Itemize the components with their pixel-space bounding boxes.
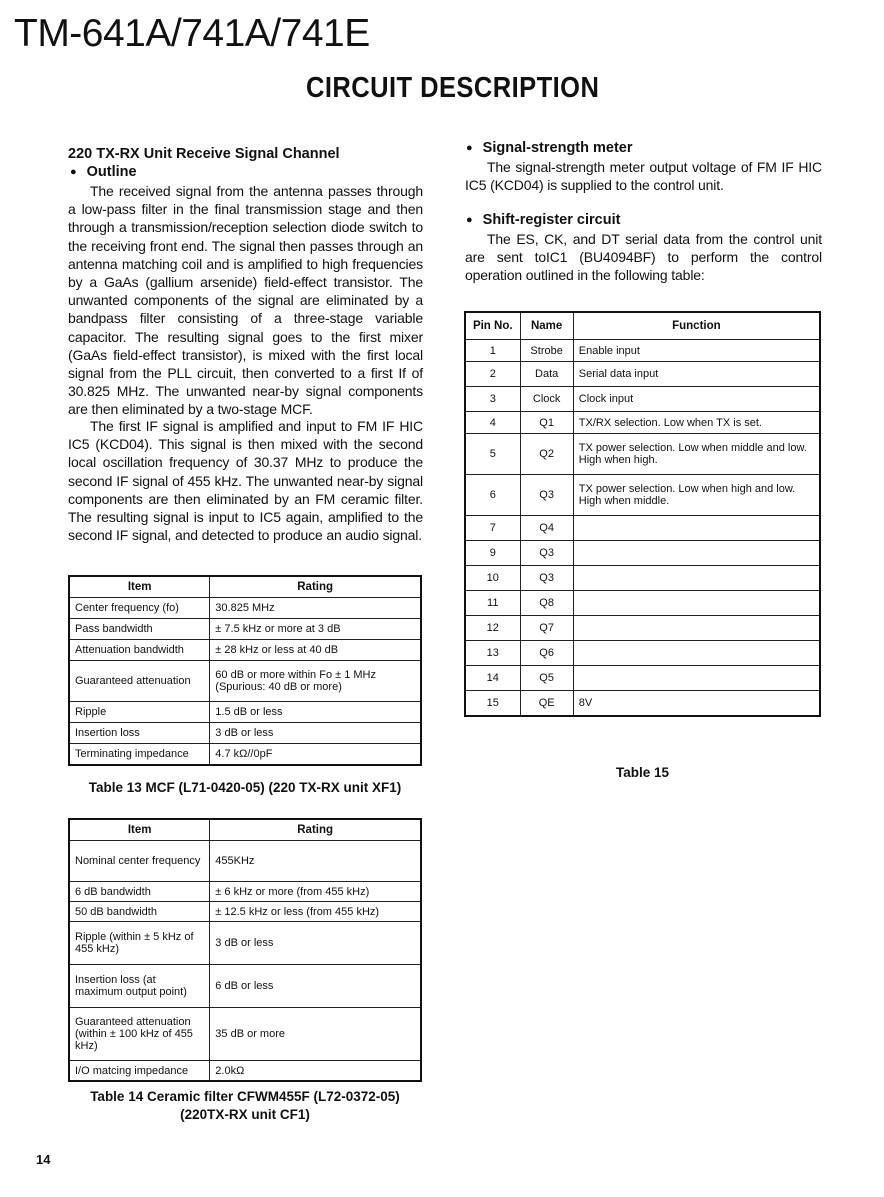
table-cell: Insertion loss	[69, 723, 210, 744]
table-cell	[573, 616, 820, 641]
table-13-caption: Table 13 MCF (L71-0420-05) (220 TX-RX unit XF1)	[88, 780, 402, 795]
table-row	[465, 340, 820, 362]
table-cell: 6	[465, 475, 520, 516]
table-cell: Q2	[520, 434, 573, 475]
table-cell: TX power selection. Low when high and low. High when middle.	[573, 475, 820, 516]
table-row	[69, 1008, 421, 1061]
section-title: CIRCUIT DESCRIPTION	[306, 72, 600, 104]
table-cell: ± 28 kHz or less at 40 dB	[210, 640, 421, 661]
table-cell: Guaranteed attenuation (within ± 100 kHz of 455 kHz)	[69, 1008, 210, 1061]
table-row	[69, 619, 421, 640]
table-cell: 10	[465, 566, 520, 591]
model-title: TM-641A/741A/741E	[14, 12, 370, 55]
table-cell	[573, 516, 820, 541]
table-cell: Terminating impedance	[69, 744, 210, 766]
table-cell: 1.5 dB or less	[210, 702, 421, 723]
table-cell: Insertion loss (at maximum output point)	[69, 965, 210, 1008]
column-header: Rating	[210, 576, 421, 598]
table-cell: Q3	[520, 566, 573, 591]
outline-subheading	[70, 164, 137, 180]
table-row	[465, 566, 820, 591]
table-row	[69, 882, 421, 902]
table-row	[465, 691, 820, 717]
table-cell: 6 dB or less	[210, 965, 421, 1008]
table-row	[465, 434, 820, 475]
table-row	[69, 598, 421, 619]
table-14	[68, 818, 422, 1082]
table-cell: 8V	[573, 691, 820, 717]
table-row	[465, 641, 820, 666]
table-cell	[573, 666, 820, 691]
column-header: Name	[520, 312, 573, 340]
table-row	[69, 702, 421, 723]
table-cell: Q6	[520, 641, 573, 666]
meter-heading	[466, 140, 633, 156]
table-row	[465, 616, 820, 641]
table-cell: ± 12.5 kHz or less (from 455 kHz)	[210, 902, 421, 922]
table-cell	[573, 641, 820, 666]
column-header: Pin No.	[465, 312, 520, 340]
table-cell: Q5	[520, 666, 573, 691]
column-header: Item	[69, 576, 210, 598]
table-cell: 3 dB or less	[210, 922, 421, 965]
table-cell: Attenuation bandwidth	[69, 640, 210, 661]
table-cell: Nominal center frequency	[69, 841, 210, 882]
table-13	[68, 575, 422, 766]
table-cell: TX/RX selection. Low when TX is set.	[573, 412, 820, 434]
table-cell: 15	[465, 691, 520, 717]
table-cell: QE	[520, 691, 573, 717]
table-cell: Q1	[520, 412, 573, 434]
table-14-caption-line1: Table 14 Ceramic filter CFWM455F (L72-0372-05)	[90, 1089, 400, 1104]
table-cell: Clock input	[573, 387, 820, 412]
table-cell: Ripple (within ± 5 kHz of 455 kHz)	[69, 922, 210, 965]
table-row	[465, 541, 820, 566]
table-cell: 11	[465, 591, 520, 616]
table-cell: 2	[465, 362, 520, 387]
table-row	[465, 516, 820, 541]
table-15	[464, 311, 821, 717]
table-cell: Q4	[520, 516, 573, 541]
table-row	[69, 902, 421, 922]
table-cell: 4.7 kΩ//0pF	[210, 744, 421, 766]
table-cell: 13	[465, 641, 520, 666]
table-cell: 2.0kΩ	[210, 1061, 421, 1082]
table-row	[69, 744, 421, 766]
outline-paragraph-1: The received signal from the antenna passes through a low-pass filter in the final transmission stage and then through a transmission/reception selection diode switch to the receiving front end. The signal then passes through an antenna matching coil and is amplified to high frequencies by a GaAs (gallium arsenide) field-effect transistor. The unwanted components of the signal are eliminated by a bandpass filter consisting of a three-stage variable capacitor. The resulting signal goes to the first mixer (GaAs field-effect transistor), is mixed with the first local signal from the PLL circuit, then converted to a first If of 30.825 MHz. The unwanted near-by signal components are then eliminated by a two-stage MCF.	[68, 183, 423, 418]
table-cell: 7	[465, 516, 520, 541]
table-cell: 9	[465, 541, 520, 566]
table-cell: Q7	[520, 616, 573, 641]
table-cell: Q3	[520, 541, 573, 566]
table-cell: 3 dB or less	[210, 723, 421, 744]
table-row	[465, 666, 820, 691]
table-cell: 3	[465, 387, 520, 412]
table-cell	[573, 591, 820, 616]
table-cell: Data	[520, 362, 573, 387]
column-header: Rating	[210, 819, 421, 841]
table-row	[69, 640, 421, 661]
table-14-caption-line2: (220TX-RX unit CF1)	[180, 1107, 310, 1122]
table-row	[465, 362, 820, 387]
table-cell: Q8	[520, 591, 573, 616]
table-cell: 455KHz	[210, 841, 421, 882]
table-cell: 14	[465, 666, 520, 691]
table-cell	[573, 541, 820, 566]
outline-label: Outline	[86, 164, 137, 180]
table-row	[69, 1061, 421, 1082]
outline-paragraph-2: The first IF signal is amplified and input to FM IF HIC IC5 (KCD04). This signal is then mixed with the second local oscillation frequency of 30.37 MHz to produce the second IF signal of 455 kHz. The unwanted near-by signal components are then eliminated by an FM ceramic filter. The resulting signal is input to IC5 again, amplified to the second IF signal, and detected to produce an audio signal.	[68, 418, 423, 544]
left-heading: 220 TX-RX Unit Receive Signal Channel	[68, 146, 340, 162]
table-cell: 30.825 MHz	[210, 598, 421, 619]
table-cell: Enable input	[573, 340, 820, 362]
table-cell: Center frequency (fo)	[69, 598, 210, 619]
table-cell: Guaranteed attenuation	[69, 661, 210, 702]
table-cell: Serial data input	[573, 362, 820, 387]
table-row	[69, 841, 421, 882]
table-cell: Q3	[520, 475, 573, 516]
table-cell: Clock	[520, 387, 573, 412]
table-cell: ± 6 kHz or more (from 455 kHz)	[210, 882, 421, 902]
table-cell: I/O matcing impedance	[69, 1061, 210, 1082]
table-cell: Strobe	[520, 340, 573, 362]
shift-paragraph: The ES, CK, and DT serial data from the control unit are sent toIC1 (BU4094BF) to perform the control operation outlined in the following table:	[465, 231, 822, 284]
table-cell: 1	[465, 340, 520, 362]
table-cell: ± 7.5 kHz or more at 3 dB	[210, 619, 421, 640]
table-cell: Ripple	[69, 702, 210, 723]
table-cell: 60 dB or more within Fo ± 1 MHz (Spurious: 40 dB or more)	[210, 661, 421, 702]
column-header: Function	[573, 312, 820, 340]
table-row	[465, 591, 820, 616]
table-row	[69, 922, 421, 965]
table-row	[465, 412, 820, 434]
table-cell: 5	[465, 434, 520, 475]
table-cell: 50 dB bandwidth	[69, 902, 210, 922]
table-cell: TX power selection. Low when middle and low. High when high.	[573, 434, 820, 475]
shift-heading-label: Shift-register circuit	[482, 212, 621, 228]
table-cell: Pass bandwidth	[69, 619, 210, 640]
table-row	[69, 723, 421, 744]
meter-paragraph: The signal-strength meter output voltage of FM IF HIC IC5 (KCD04) is supplied to the control unit.	[465, 159, 822, 194]
table-cell: 12	[465, 616, 520, 641]
table-cell: 6 dB bandwidth	[69, 882, 210, 902]
column-header: Item	[69, 819, 210, 841]
table-cell: 35 dB or more	[210, 1008, 421, 1061]
table-cell: 4	[465, 412, 520, 434]
table-cell	[573, 566, 820, 591]
table-row	[69, 965, 421, 1008]
meter-heading-label: Signal-strength meter	[482, 140, 633, 156]
table-row	[465, 475, 820, 516]
page-number: 14	[36, 1152, 51, 1167]
shift-heading	[466, 212, 620, 228]
table-15-caption: Table 15	[615, 765, 670, 780]
table-row	[69, 661, 421, 702]
table-row	[465, 387, 820, 412]
